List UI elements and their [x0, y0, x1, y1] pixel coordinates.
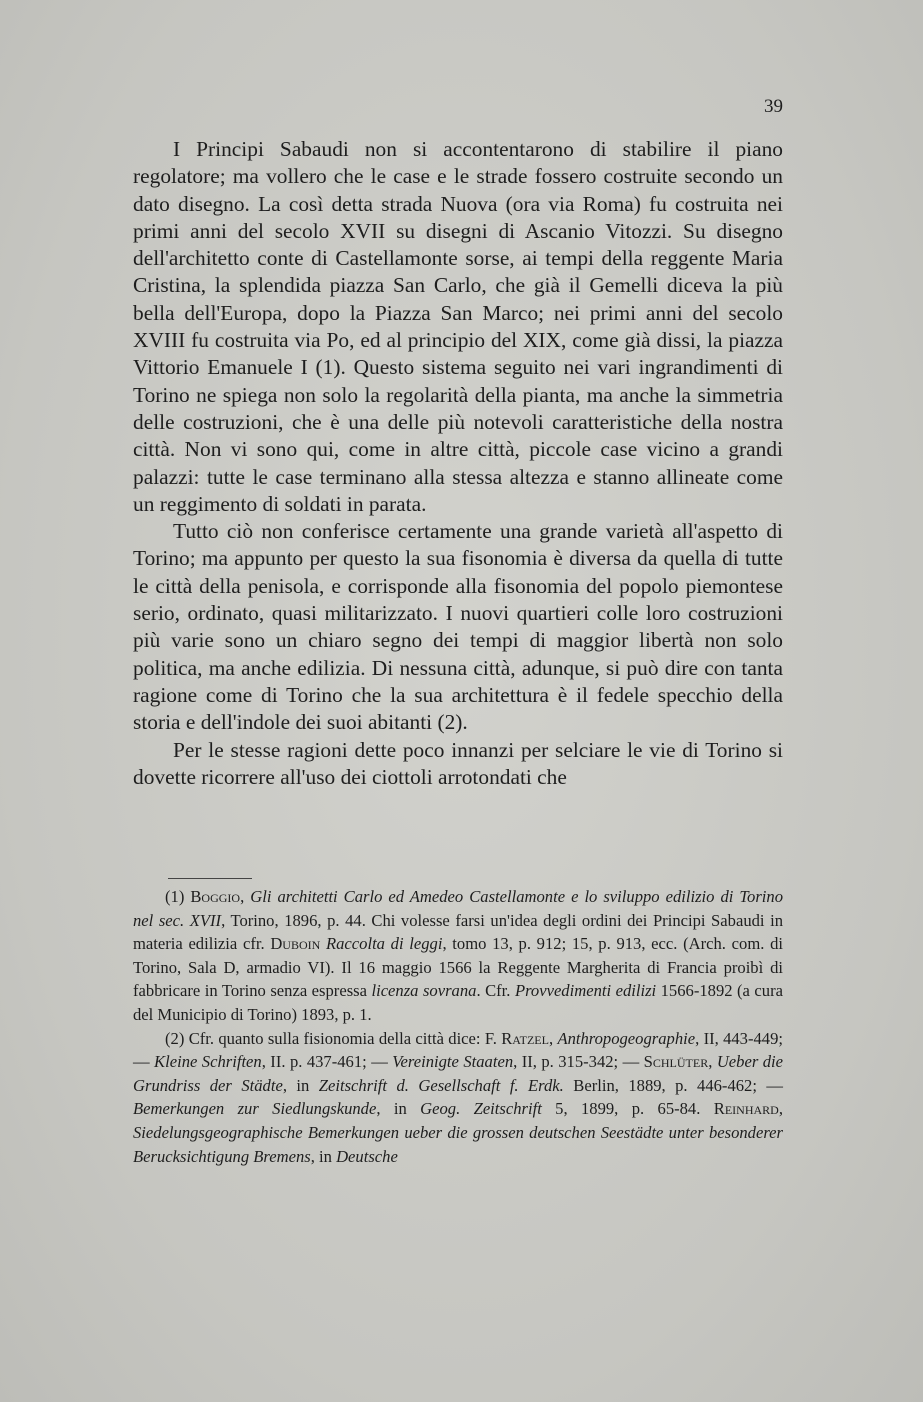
footnote-title: licenza sovrana: [371, 981, 477, 1001]
footnote-2: [133, 1027, 783, 1169]
footnote-title: Deutsche: [336, 1146, 398, 1166]
footnote-text: , in: [376, 1099, 421, 1119]
footnote-text: ,: [778, 1099, 783, 1119]
footnote-text: , II, p. 315-342; —: [513, 1052, 644, 1072]
footnote-title: Ueber die Grundriss der Städte: [133, 1052, 783, 1095]
footnote-author: Duboin: [270, 934, 321, 954]
footnote-marker: (1): [165, 887, 191, 906]
footnote-text: , in: [282, 1075, 319, 1095]
paragraph-2: Tutto ciò non conferisce certamente una grande varietà all'aspetto di Torino; ma appunto per questo la sua fisonomia è diversa da quella di tutte le città della penisola, e corrisponde alla fisonomia del popolo piemontese serio, ordinato, quasi militarizzato. I nuovi quartieri colle loro costruzioni più varie sono un chiaro segno dei tempi di maggior libertà non solo politica, ma anche edilizia. Di nessuna città, adunque, si può dire con tanta ragione come di Torino che la sua architettura è il fedele specchio della storia e dell'indole dei suoi abitanti (2).: [133, 519, 783, 735]
footnote-text: Berlin, 1889, p. 446-462; —: [563, 1075, 783, 1095]
footnotes: [133, 885, 783, 1168]
footnote-text: ,: [240, 887, 251, 906]
footnote-title: Bemerkungen zur Siedlungskunde: [133, 1099, 377, 1119]
footnote-title: Gli architetti Carlo ed Amedeo Castellamonte e lo sviluppo edilizio di Torino nel sec. XVII: [133, 887, 784, 930]
footnote-1: [133, 885, 783, 1027]
footnote-text: Cfr. quanto sulla fisionomia della città dice: F.: [188, 1028, 502, 1048]
footnote-text: 1566-1892 (a cura del Municipio di Torino) 1893, p. 1.: [133, 981, 783, 1024]
footnote-title: Siedelungsgeographische Bemerkungen ueber die grossen deutschen Seestädte unter besonderer Berucksichtigung Bremens: [133, 1122, 783, 1166]
footnote-text: , in: [310, 1146, 337, 1166]
footnote-separator: [168, 878, 252, 879]
footnote-title: Vereinigte Staaten: [392, 1052, 514, 1072]
paragraph-3: Per le stesse ragioni dette poco innanzi per selciare le vie di Torino si dovette ricorrere all'uso dei ciottoli arrotondati che: [133, 737, 783, 789]
page-number: 39: [764, 96, 783, 117]
footnote-text: , II, 443-449; —: [133, 1028, 784, 1072]
footnote-author: Reinhard: [713, 1099, 779, 1119]
paragraph-1: I Principi Sabaudi non si accontentarono di stabilire il piano regolatore; ma vollero che le case e le strade fossero costruite secondo un dato disegno. La così detta strada Nuova (ora via Roma) fu costruita nei primi anni del secolo XVII su disegni di Ascanio Vitozzi. Su disegno dell'architetto conte di Castellamonte sorse, ai tempi della reggente Maria Cristina, la splendida piazza San Carlo, che già il Gemelli diceva la più bella dell'Europa, dopo la Piazza San Marco; nei primi anni del secolo XVIII fu costruita via Po, ed al principio del XIX, come già dissi, la piazza Vittorio Emanuele I (1). Questo sistema seguito nei vari ingrandimenti di Torino ne spiega non solo la regolarità della pianta, ma anche la simmetria delle costruzioni, che è una delle più notevoli caratteristiche della nostra città. Non vi sono qui, come in altre città, piccole case vicino a grandi palazzi: tutte le case terminano alla stessa altezza e stanno allineate come un reggimento di soldati in parata.: [133, 137, 783, 516]
footnote-author: Ratzel: [501, 1028, 549, 1048]
footnote-text: , tomo 13, p. 912; 15, p. 913, ecc. (Arch. com. di Torino, Sala D, armadio VI). Il 16 maggio 1566 la Reggente Margherita di Francia proibì di fabbricare in Torino senza espressa: [133, 934, 783, 1001]
footnote-text: , II. p. 437-461; —: [261, 1052, 393, 1072]
footnote-text: ,: [708, 1052, 717, 1072]
footnote-title: Raccolta di leggi: [326, 934, 443, 954]
footnote-text: ,: [548, 1028, 558, 1048]
footnote-author: Boggio: [190, 887, 241, 906]
footnote-author: Schlüter: [643, 1052, 709, 1072]
footnote-text: 5, 1899, p. 65-84.: [541, 1099, 714, 1119]
footnote-title: Provvedimenti edilizi: [514, 981, 657, 1001]
footnote-title: Zeitschrift d. Gesellschaft f. Erdk.: [318, 1075, 564, 1095]
body-text: [133, 136, 783, 791]
footnote-marker: (2): [165, 1028, 189, 1048]
footnote-title: Geog. Zeitschrift: [420, 1099, 542, 1119]
footnote-text: . Cfr.: [476, 981, 515, 1001]
footnote-title: Anthropogeographie: [557, 1028, 696, 1048]
footnote-text: , Torino, 1896, p. 44. Chi volesse farsi un'idea degli ordini dei Principi Sabaudi in materia edilizia cfr.: [133, 910, 783, 954]
footnote-title: Kleine Schriften: [154, 1052, 262, 1072]
